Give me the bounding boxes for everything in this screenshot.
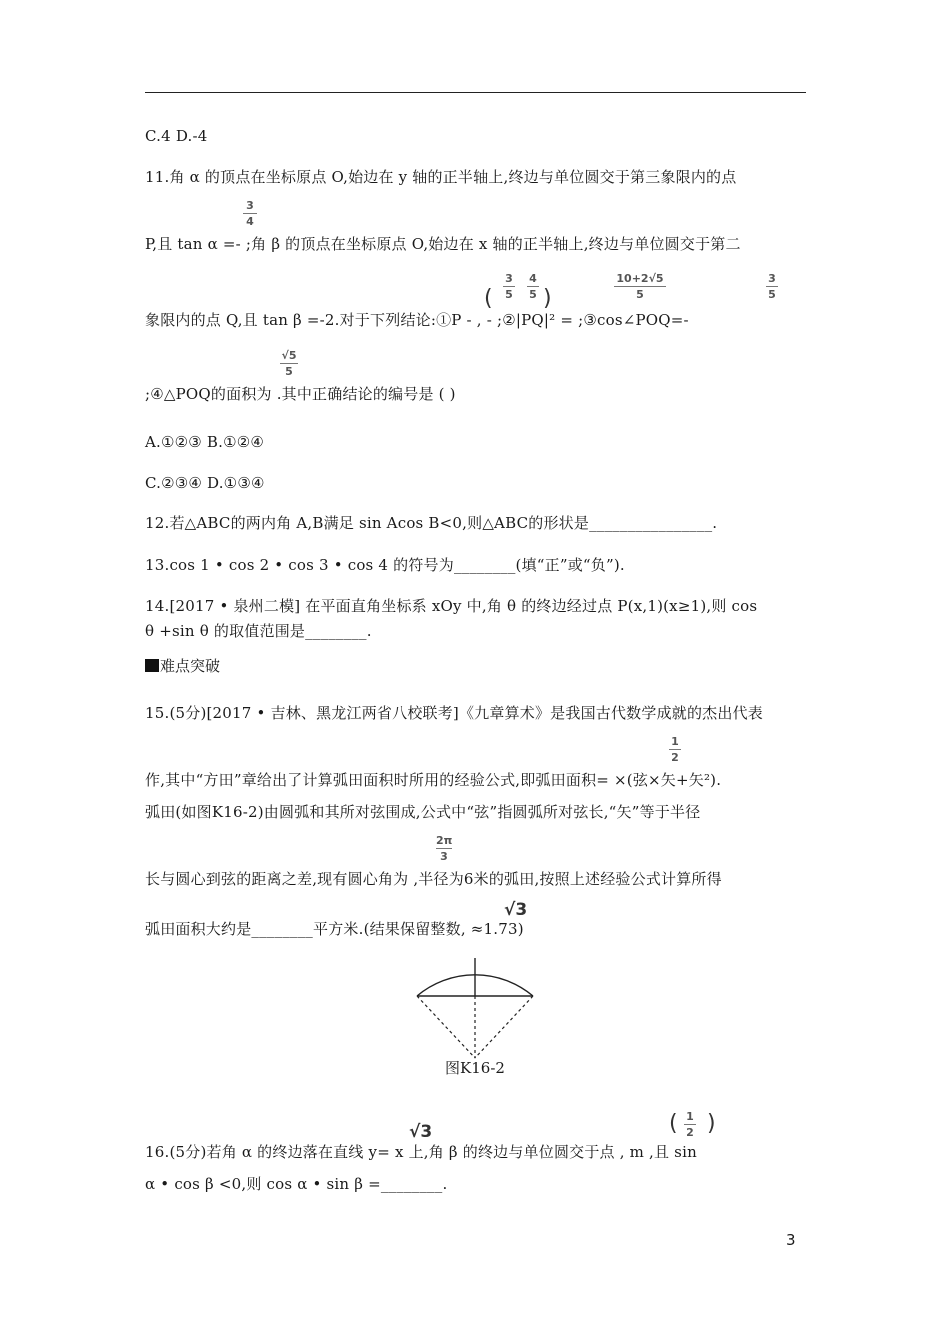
right-paren-icon: )	[543, 286, 552, 311]
question-15-line-3: 弧田(如图K16-2)由圆弧和其所对弦围成,公式中“弦”指圆弧所对弦长,“矢”等于半径	[145, 803, 701, 821]
left-paren-icon: (	[484, 286, 493, 311]
question-14-line-1: 14.[2017 • 泉州二模] 在平面直角坐标系 xOy 中,角 θ 的终边经过点 P(x,1)(x≥1),则 cos	[145, 597, 758, 615]
fraction-denominator: 2	[686, 1126, 694, 1139]
fraction-denominator: 5	[285, 365, 293, 378]
fraction-point-x	[684, 1110, 696, 1139]
fraction-pq-squared	[614, 272, 666, 301]
fraction-numerator: 10+2√5	[616, 272, 664, 285]
fraction-cos-poq	[766, 272, 778, 301]
question-15-line-5: 弧田面积大约是________平方米.(结果保留整数, ≈1.73)	[145, 920, 524, 938]
fraction-numerator: 3	[246, 199, 254, 212]
arc-field-figure	[410, 958, 540, 1064]
sqrt-three-b: √3	[409, 1122, 433, 1142]
fraction-numerator: 3	[768, 272, 776, 285]
question-13: 13.cos 1 • cos 2 • cos 3 • cos 4 的符号为________(填“正”或“负”).	[145, 556, 625, 574]
left-paren-icon: (	[669, 1111, 678, 1136]
question-15-line-4: 长与圆心到弦的距离之差,现有圆心角为 ,半径为6米的弧田,按照上述经验公式计算所得	[145, 870, 722, 888]
question-11-line-4: ;④△POQ的面积为 .其中正确结论的编号是 ( )	[145, 385, 456, 403]
fraction-denominator: 5	[768, 288, 776, 301]
fraction-p-x	[503, 272, 515, 301]
question-11-options-ab: A.①②③ B.①②④	[145, 433, 265, 451]
fraction-numerator: 2π	[436, 834, 453, 847]
question-11-line-1: 11.角 α 的顶点在坐标原点 O,始边在 y 轴的正半轴上,终边与单位圆交于第三象限内的点	[145, 168, 737, 186]
fraction-area	[280, 349, 298, 378]
question-12: 12.若△ABC的两内角 A,B满足 sin Acos B<0,则△ABC的形状是________________.	[145, 514, 718, 532]
fraction-denominator: 3	[440, 850, 448, 863]
fraction-denominator: 4	[246, 215, 254, 228]
question-11-line-3: 象限内的点 Q,且 tan β =-2.对于下列结论:①P - , - ;②|PQ|² = ;③cos∠POQ=-	[145, 311, 689, 329]
top-rule	[145, 92, 806, 93]
fraction-numerator: 1	[686, 1110, 694, 1123]
fraction-central-angle	[436, 834, 452, 863]
fraction-denominator: 5	[636, 288, 644, 301]
question-14-line-2: θ +sin θ 的取值范围是________.	[145, 622, 372, 640]
fraction-numerator: √5	[281, 349, 297, 362]
question-11-line-2: P,且 tan α =- ;角 β 的顶点在坐标原点 O,始边在 x 轴的正半轴上,终边与单位圆交于第二	[145, 235, 741, 253]
question-16-line-1: 16.(5分)若角 α 的终边落在直线 y= x 上,角 β 的终边与单位圆交于点 , m ,且 sin	[145, 1143, 697, 1161]
question-15-line-1: 15.(5分)[2017 • 吉林、黑龙江两省八校联考]《九章算术》是我国古代数学成就的杰出代表	[145, 704, 763, 722]
radius-left-dashed	[417, 996, 475, 1058]
fraction-tan-alpha	[243, 199, 257, 228]
fraction-numerator: 3	[505, 272, 513, 285]
fraction-denominator: 5	[505, 288, 513, 301]
radius-right-dashed	[475, 996, 533, 1058]
right-paren-icon: )	[707, 1111, 716, 1136]
fraction-denominator: 2	[671, 751, 679, 764]
question-15-line-2: 作,其中“方田”章给出了计算弧田面积时所用的经验公式,即弧田面积= ×(弦×矢+矢²).	[145, 771, 722, 789]
fraction-one-half	[669, 735, 681, 764]
square-bullet-icon	[145, 659, 159, 672]
figure-caption: 图K16-2	[445, 1059, 505, 1077]
text-line-options-cd: C.4 D.-4	[145, 127, 208, 145]
section-heading-text: 难点突破	[160, 657, 221, 675]
section-heading	[145, 656, 220, 676]
sqrt-three-a: √3	[504, 900, 528, 920]
fraction-numerator: 1	[671, 735, 679, 748]
fraction-p-y	[527, 272, 539, 301]
question-11-options-cd: C.②③④ D.①③④	[145, 474, 265, 492]
page-number: 3	[786, 1231, 796, 1249]
question-16-line-2: α • cos β <0,则 cos α • sin β =________.	[145, 1175, 448, 1193]
fraction-denominator: 5	[529, 288, 537, 301]
fraction-numerator: 4	[529, 272, 537, 285]
